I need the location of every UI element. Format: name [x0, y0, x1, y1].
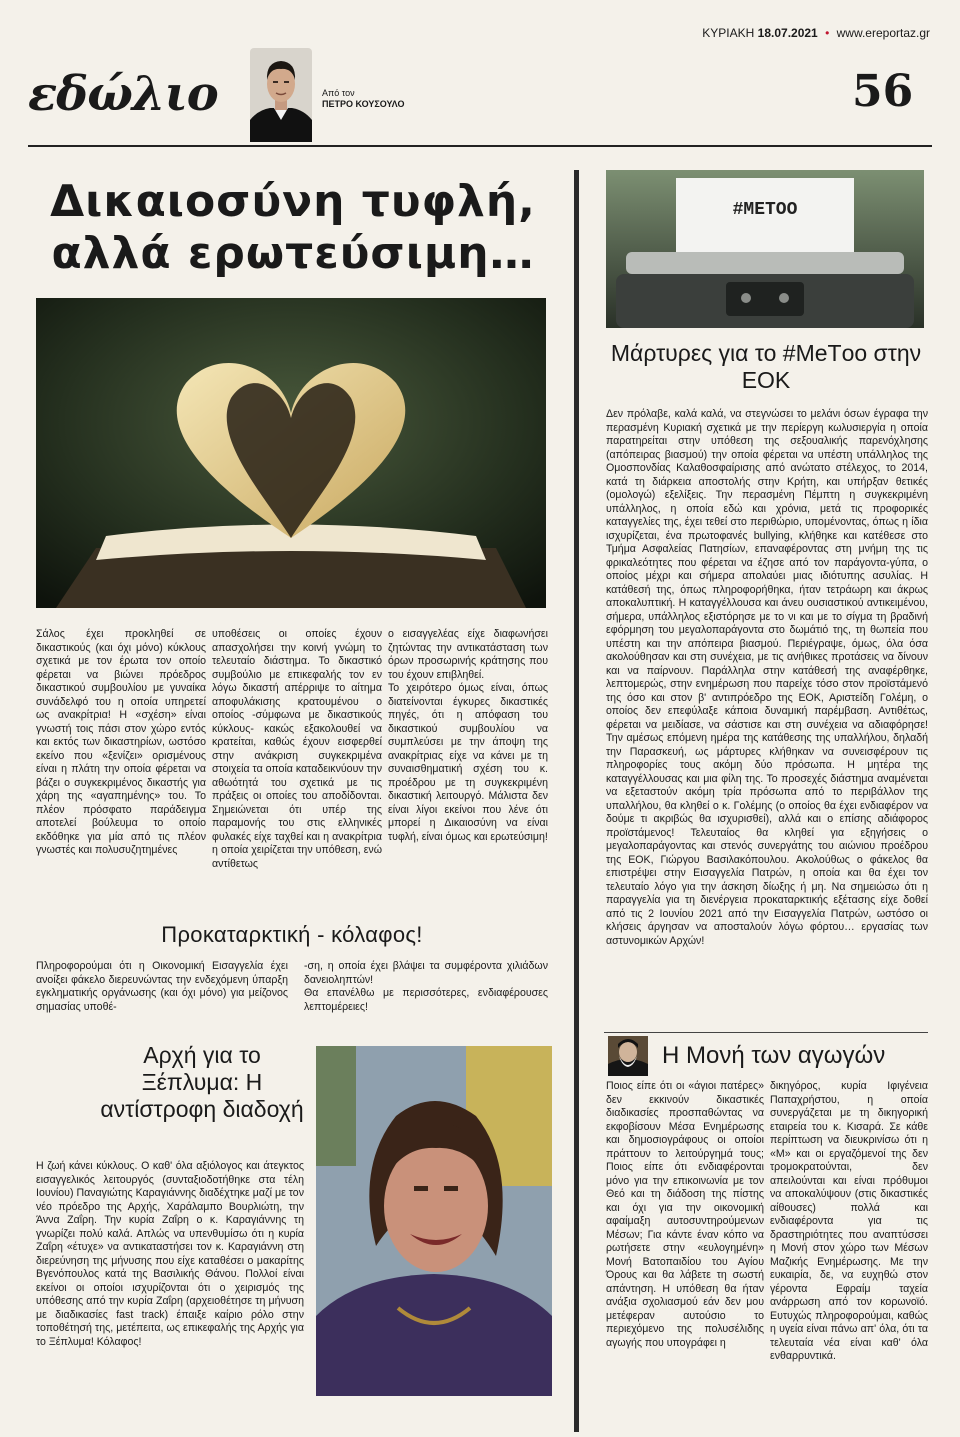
column-logo: εδώλιο [28, 66, 218, 122]
column-divider [574, 170, 579, 1432]
section-title-moni: Η Μονή των αγωγών [662, 1042, 886, 1069]
prokatarktiki-col-1: Πληροφορούμαι ότι η Οικονομική Εισαγγελία έχει ανοίξει φάκελο διερευνώντας την ενδεχόμενη ύπαρξη εγκληματικής οργάνωσης (και όχι μόνο) για μείζονος σημασίας υποθέ- [36, 960, 288, 1013]
byline-name: ΠΕΤΡΟ ΚΟΥΣΟΥΛΟ [322, 99, 405, 109]
main-article-col-1: Σάλος έχει προκληθεί σε δικαστικούς (και όχι μόνο) κύκλους σχετικά με τον έρωτα τον οποίο φέρεται να βιώνει πρόεδρος δικαστικού συμβουλίου με γυναίκα συνάδελφό του η οποία υπηρετεί ως ανακρίτρια! Η «σχέση» είναι γνωστή τοις πάσι στον χώρο εντός και εκτός των δικαστηρίων, ωστόσο εκείνο που «ξενίζει» ορισμένους είναι η πλάτη την οποία φέρεται να βάζει ο συγκεκριμένος δικαστής για χάρη της «αγαπημένης» του. Το πλέον πρόσφατο παράδειγμα αποτελεί βούλευμα το οποίο εκδόθηκε για μία από τις πλέον γνωστές και πολυσυζητημένες [36, 628, 206, 856]
author-portrait [250, 48, 312, 142]
main-article-col-2: υποθέσεις οι οποίες έχουν απασχολήσει την κοινή γνώμη το τελευταίο διάστημα. Το δικαστικό συμβούλιο με επικεφαλής τον εν λόγω δικαστή απέρριψε το αίτημα αποφυλάκισης κρατουμένου ο οποίος -σύμφωνα με δικαστικούς κύκλους- κακώς εξακολουθεί να κρατείται, καθώς έχουν εισφερθεί στην ανάκριση συγκεκριμένα στοιχεία τα οποία καταδεικνύουν την αθωότητά του σχετικά με τις πράξεις οι οποίες του αποδίδονται. Σημειώνεται ότι υπέρ της παραμονής του στις ελληνικές φυλακές είχε ταχθεί και η ανακρίτρια η οποία χειρίζεται την υπόθεση, ενώ αντίθετως [212, 628, 382, 870]
dateline-date: 18.07.2021 [757, 26, 818, 40]
section-title-prokatarktiki: Προκαταρκτική - κόλαφος! [161, 922, 423, 947]
typewriter-metoo-photo [606, 170, 924, 328]
dateline-day: ΚΥΡΙΑΚΗ [702, 26, 755, 40]
page-number: 56 [852, 66, 914, 117]
moni-col-2: δικηγόρος, κυρία Ιφιγένεια Παπαχρήστου, η οποία συνεργάζεται με τη δικηγορική εταιρεία του κ. Κισαρά. Σε κάθε περίπτωση να διευκρινίσω ότι η «Μ» και οι εργαζόμενοί της δεν τρομοκρατούνται, δεν απειλούνται και είναι πρόθυμοι να αποκαλύψουν (στις δικαστικές αίθουσες) πολλά και ενδιαφέροντα για τις δραστηριότητες που αναπτύσσει η Μονή στον χώρο των Μέσων Μαζικής Ενημέρωσης. Με την ευκαιρία, δε, να ευχηθώ στον γέροντα Εφραίμ ταχεία ανάρρωση από τον κορωνοϊό. Ευτυχώς πληροφορούμαι, καθώς η υγεία είναι πάνω απ' όλα, ότι τα τελευταία νέα είναι καθ' όλα ενθαρρυντικά. [770, 1080, 928, 1362]
headline-line-2: αλλά ερωτεύσιμη… [51, 228, 535, 279]
section-title-metoo: Μάρτυρες για το #ΜeΤoo στην ΕΟΚ [610, 340, 922, 393]
woman-portrait-photo [316, 1046, 552, 1396]
dateline [640, 26, 930, 40]
main-headline [28, 176, 558, 280]
metoo-paper-text: #METOO [732, 200, 798, 220]
moni-col-1: Ποιος είπε ότι οι «άγιοι πατέρες» δεν εκκινούν δικαστικές διαδικασίες προσπαθώντας να εκφοβίσουν Μέσα Ενημέρωσης και δημοσιογράφους οι οποίοι πράττουν το λειτούργημά τους; Ποιος είπε ότι ενδιαφέρονται μόνο για την επικοινωνία με τον Θεό και τη διάδοση της πίστης και όχι για την οικονομική αφαίμαξη αυτοσυντηρούμενων Μέσων; Για κάντε έναν κόπο να ρωτήσετε στην «ευλογημένη» Μονή Βατοπαιδίου του Αγίου Όρους και θα λάβετε τη σωστή απάντηση. Η υπόθεση θα ήταν ανάξια σχολιασμού εάν δεν μου μετέφεραν αυτούσιο το περιεχόμενο της πολυσέλιδης αγωγής που υπογράφει η [606, 1080, 764, 1349]
headline-line-1: Δικαιοσύνη τυφλή, [50, 176, 536, 227]
main-article-col-3: ο εισαγγελέας είχε διαφωνήσει ζητώντας την αντικατάσταση των όρων προσωρινής κράτησης που του έχουν επιβληθεί. Το χειρότερο όμως είναι, όπως διατείνονται έγκυρες δικαστικές πηγές, ότι η απόφαση του δικαστικού συμβουλίου να συμπλεύσει με την άποψη της ανακρίτριας είχε να κάνει με τη συναισθηματική σχέση του κ. προέδρου με τη συγκεκριμένη δικαστική λειτουργό. Μάλιστα δεν είναι λίγοι εκείνοι που λένε ότι μπορεί η Δικαιοσύνη να είναι τυφλή, είναι όμως και ερωτεύσιμη! [388, 628, 548, 843]
book-heart-photo [36, 298, 546, 608]
elder-portrait [608, 1036, 648, 1076]
byline [322, 88, 404, 110]
dateline-site: www.ereportaz.gr [836, 26, 930, 40]
bullet-icon: • [825, 26, 830, 40]
section-title-xeplyma: Αρχή για το Ξέπλυμα: Η αντίστροφη διαδοχή [100, 1042, 304, 1122]
xeplyma-article-body: Η ζωή κάνει κύκλους. Ο καθ' όλα αξιόλογος και άτεγκτος εισαγγελικός λειτουργός (συνταξιοδοτήθηκε στα τέλη Ιουνίου) Παναγιώτης Καραγιάννης διαδέχτηκε μαζί με τον νέο πρόεδρο της Αρχής, Χαράλαμπο Βουρλιώτη, την Άννα Ζαΐρη. Την κυρία Ζαΐρη ο κ. Καραγιάννης τη γνωρίζει πολύ καλά. Απλώς να υπενθυμίσω ότι η κυρία Ζαΐρη «έτυχε» να αντικαταστήσει τον κ. Καραγιάννη στη διερεύνηση της μήνυσης που είχε καταθέσει ο μακαρίτης Βγενόπουλος κατά της Βασιλικής Θάνου. Πολλοί είναι εκείνοι οι οποίοι ισχυρίζονται ότι ο χειρισμός της υπόθεσης από την κυρία Ζαΐρη (αρχειοθέτησε τη μήνυση με διαδικασίες fast track) έπαιξε καίριο ρόλο στην τοποθέτησή της, μετέπειτα, ως επικεφαλής της Αρχής για το Ξέπλυμα! Κόλαφος! [36, 1160, 304, 1348]
metoo-article-body: Δεν πρόλαβε, καλά καλά, να στεγνώσει το μελάνι όσων έγραφα την περασμένη Κυριακή σχετικά με την περίεργη κωλυσιεργία η οποία παρατηρείται στην υπόθεση της σεξουαλικής παρενόχλησης (απόπειρας βιασμού) την οποία φέρεται να υπέστη υπάλληλος της Ομοσπονδίας Καλαθοσφαίρισης από ανώτατο στέλεχος, το 2014, κατά τη διάρκεια αποστολής στην Κρήτη, και υπήρξαν θετικές (ομολογώ) εξελίξεις. Την περασμένη Πέμπτη η συγκεκριμένη υπάλληλος, η οποία εδώ και χρόνια, μετά τις προφορικές καταγγελίες της, έχει τεθεί στο περιθώριο, υπομένοντας, όπως η ίδια ισχυρίζεται, ένα πρωτοφανές bullying, κλήθηκε και κατέθεσε στο Τμήμα Ασφαλείας Πατησίων, επαναφέροντας στη μνήμη της τις φρικαλεότητες που φέρεται να έζησε από τον παράγοντα-γύπα, ο οποίος μέχρι και σήμερα απολαύει μιας ιδιότυπης ασυλίας. Η κατάθεσή της, όπως πληροφορήθηκα, ήταν τετράωρη και άκρως αποκαλυπτική. Η καταγγέλλουσα και άνευ ουσιαστικού αντικειμένου, σήμερα, υπάλληλος εξιστόρησε με το νι και με το σίγμα τη βραδινή εφόρμηση του μεγαλοπαράγοντα στο δωμάτιό της, τη θωπεία που υπέστη και την απόπειρα βιασμού. Περιέγραψε, όμως, όλα όσα ακολούθησαν και στη συνέχεια, με τις ανήθικες προτάσεις να δίνουν και να παίρνουν. Παράλληλα στην κατάθεσή της αναφέρθηκε, λεπτομερώς, στην ενημέρωση που παρείχε τόσο στον προϊστάμενό της όσο και στον β' αντιπρόεδρο της ΕΟΚ, Αριστείδη Γολέμη, ο οποίος δεν επεφύλαξε κάποια δυναμική παρέμβαση. Αντιθέτως, φέρεται να μειδίασε, να σάστισε και στη συνέχεια να αδιαφόρησε! Την αμέσως επόμενη ημέρα της κατάθεσης της υπαλλήλου, δηλαδή την Παρασκευή, ως μάρτυρες κλήθηκαν να συνεισφέρουν τις πληροφορίες τους ακόμη δύο πρόσωπα. Η μητέρα της καταγγέλλουσας και μια φίλη της. Το προσεχές διάστημα αναμένεται να εξεταστούν ακόμη τρία πρόσωπα από το περιβάλλον της υπαλλήλου, θα κληθεί ο κ. Γολέμης (ο οποίος θα έχει ενδιαφέρον να δούμε τι ακριβώς θα ισχυρισθεί), αλλά και ο επίσης αδιάφορος προϊστάμενος! Τελευταίος θα κληθεί για εξηγήσεις ο μεγαλοπαράγοντας και στενός συνεργάτης του αιώνιου προέδρου της ΕΟΚ, Γιώργου Βασιλακόπουλου. Ακολούθως ο φάκελος θα επιστρέψει στην Εισαγγελία Πατρών, η οποία και θα έχει τον τελευταίο λόγο για την άσκηση δίωξης ή μη. Να σημειώσω ότι η παραγγελία για τη διενέργεια προκαταρκτικής εξέτασης είχε δοθεί από τις 2 Ιουνίου 2021 από την Εισαγγελία Πατρών, ωστόσο οι κλήσεις άργησαν να αποσταλούν λόγω φόρτου… εργασίας των αστυνομικών Αρχών! [606, 408, 928, 947]
prokatarktiki-col-2: -ση, η οποία έχει βλάψει τα συμφέροντα χιλιάδων δανειοληπτών! Θα επανέλθω με περισσότερες, ενδιαφέρουσες λεπτομέρειες! [304, 960, 548, 1013]
byline-prefix: Από τον [322, 88, 355, 98]
header-rule [28, 145, 932, 147]
